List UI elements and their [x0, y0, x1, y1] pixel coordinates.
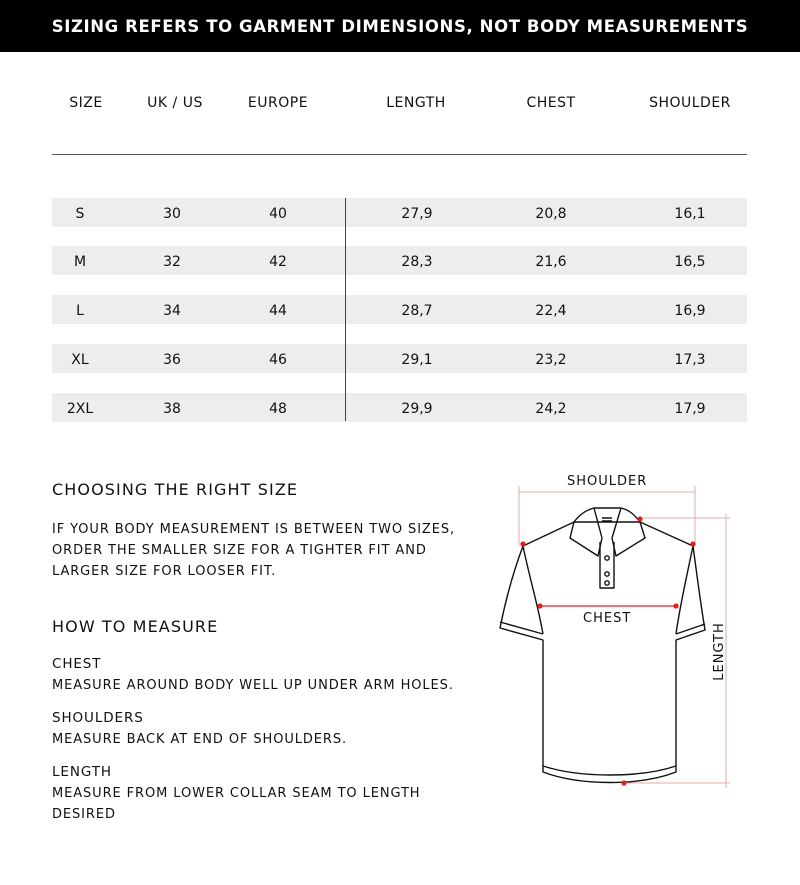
polo-shirt-outline [500, 508, 705, 783]
header-divider [52, 154, 747, 155]
cell-chest: 22,4 [535, 303, 567, 319]
cell-chest: 23,2 [535, 352, 567, 368]
shoulders-instruction: MEASURE BACK AT END OF SHOULDERS. [52, 732, 348, 747]
cell-length: 28,3 [401, 254, 433, 270]
shoulders-subtitle: SHOULDERS [52, 710, 144, 726]
shoulder-right-point [690, 541, 695, 546]
choosing-size-line: ORDER THE SMALLER SIZE FOR A TIGHTER FIT AND [52, 543, 427, 558]
cell-shoulder: 16,9 [674, 303, 706, 319]
how-to-measure-title: HOW TO MEASURE [52, 617, 219, 636]
chest-label: CHEST [583, 611, 632, 626]
column-separator [345, 198, 346, 421]
banner-text: SIZING REFERS TO GARMENT DIMENSIONS, NOT BODY MEASUREMENTS [51, 16, 749, 36]
chest-right-point [673, 603, 678, 608]
cell-chest: 21,6 [535, 254, 567, 270]
shoulder-label: SHOULDER [567, 474, 648, 489]
column-header-shoulder: SHOULDER [649, 95, 731, 111]
length-label: LENGTH [711, 622, 727, 681]
polo-measurement-diagram [490, 470, 750, 804]
cell-size: L [76, 303, 84, 319]
cell-length: 29,1 [401, 352, 433, 368]
cell-length: 28,7 [401, 303, 433, 319]
cell-chest: 20,8 [535, 206, 567, 222]
cell-uk-us: 36 [163, 352, 181, 368]
cell-shoulder: 16,1 [674, 206, 706, 222]
table-row [52, 344, 747, 373]
cell-length: 27,9 [401, 206, 433, 222]
table-row [52, 295, 747, 324]
choosing-size-title: CHOOSING THE RIGHT SIZE [52, 480, 299, 499]
cell-chest: 24,2 [535, 401, 567, 417]
cell-shoulder: 17,3 [674, 352, 706, 368]
length-instruction-line: MEASURE FROM LOWER COLLAR SEAM TO LENGTH [52, 786, 421, 801]
column-header-length: LENGTH [386, 95, 446, 111]
column-header-europe: EUROPE [247, 95, 309, 111]
cell-uk-us: 34 [163, 303, 181, 319]
cell-uk-us: 32 [163, 254, 181, 270]
column-header-size: SIZE [69, 95, 103, 111]
cell-size: S [75, 206, 85, 222]
table-row [52, 393, 747, 422]
choosing-size-line: LARGER SIZE FOR LOOSER FIT. [52, 564, 277, 579]
column-header-chest: CHEST [526, 95, 576, 111]
shoulder-guide-lines [519, 486, 730, 788]
cell-size: XL [71, 352, 89, 368]
chest-left-point [537, 603, 542, 608]
choosing-size-line: IF YOUR BODY MEASUREMENT IS BETWEEN TWO SIZES, [52, 522, 456, 537]
chest-instruction: MEASURE AROUND BODY WELL UP UNDER ARM HOLES. [52, 678, 454, 693]
shoulder-left-point [520, 541, 525, 546]
length-instruction-line: DESIRED [52, 807, 116, 822]
choosing-size-text [52, 519, 472, 582]
cell-europe: 48 [269, 401, 287, 417]
cell-size: 2XL [66, 401, 94, 417]
collar-seam-point [637, 516, 642, 521]
header-banner [0, 0, 800, 52]
length-subtitle: LENGTH [52, 764, 112, 780]
column-header-uk-us: UK / US [147, 95, 203, 111]
length-instruction [52, 783, 472, 825]
cell-europe: 46 [269, 352, 287, 368]
table-row [52, 246, 747, 275]
cell-europe: 40 [269, 206, 287, 222]
table-row [52, 198, 747, 227]
cell-shoulder: 16,5 [674, 254, 706, 270]
hem-point [621, 780, 626, 785]
cell-europe: 42 [269, 254, 287, 270]
cell-length: 29,9 [401, 401, 433, 417]
chest-subtitle: CHEST [52, 656, 102, 672]
cell-europe: 44 [269, 303, 287, 319]
cell-uk-us: 30 [163, 206, 181, 222]
cell-size: M [73, 254, 87, 270]
cell-shoulder: 17,9 [674, 401, 706, 417]
cell-uk-us: 38 [163, 401, 181, 417]
